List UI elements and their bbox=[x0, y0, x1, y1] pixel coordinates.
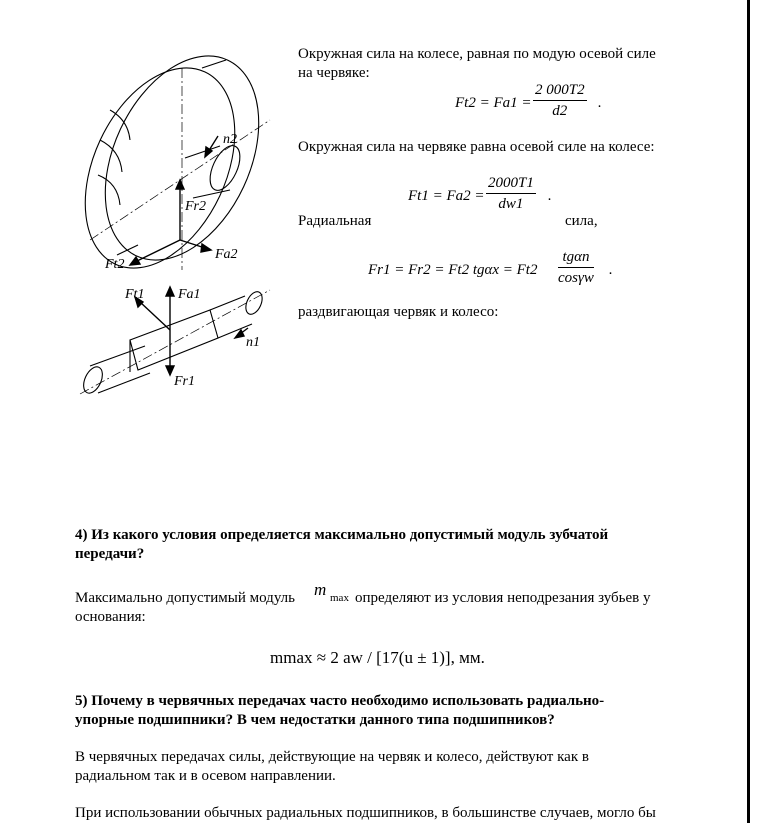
q4-heading-line2: передачи? bbox=[75, 546, 145, 562]
formula1-denominator: d2 bbox=[552, 103, 568, 119]
formula3-lhs: Fr1 = Fr2 = Ft2 tgαx = Ft2 bbox=[368, 262, 538, 278]
formula3-numerator: tgαn bbox=[558, 249, 594, 268]
q4-heading-line1: 4) Из какого условия определяется максимально допустимый модуль зубчатой bbox=[75, 527, 609, 543]
q5-p2-line1: При использовании обычных радиальных подшипников, в большинстве случаев, могло бы bbox=[75, 805, 656, 821]
formula3-denominator: cosγw bbox=[558, 270, 594, 286]
page-right-border bbox=[747, 0, 750, 823]
label-fa2: Fa2 bbox=[215, 247, 238, 262]
q5-heading-line2: упорные подшипники? В чем недостатки данного типа подшипников? bbox=[75, 712, 555, 728]
paragraph-worm-tangential: Окружная сила на червяке равна осевой силе на колесе: bbox=[298, 139, 655, 155]
q4-m-symbol: m bbox=[314, 580, 327, 599]
paragraph-separating: раздвигающая червяк и колесо: bbox=[298, 304, 499, 320]
formula2-fraction bbox=[486, 175, 536, 213]
q4-m-subscript: max bbox=[330, 592, 349, 604]
q4-text-line2: основания: bbox=[75, 609, 146, 625]
label-fr1: Fr1 bbox=[174, 374, 195, 389]
paragraph-wheel-tangential-line2: на червяке: bbox=[298, 65, 370, 81]
q4-text-before: Максимально допустимый модуль bbox=[75, 590, 295, 606]
paragraph-radial-left: Радиальная bbox=[298, 213, 372, 229]
formula2-denominator: dw1 bbox=[498, 196, 524, 212]
formula1-numerator: 2 000T2 bbox=[533, 82, 587, 101]
q5-p1-line2: радиальном так и в осевом направлении. bbox=[75, 768, 336, 784]
formula2-numerator: 2000T1 bbox=[486, 175, 536, 194]
label-ft2: Ft2 bbox=[105, 257, 125, 272]
label-fr2: Fr2 bbox=[185, 199, 206, 214]
label-n2: n2 bbox=[223, 132, 237, 147]
q5-p1-line1: В червячных передачах силы, действующие на червяк и колесо, действуют как в bbox=[75, 749, 589, 765]
label-n1: n1 bbox=[246, 335, 260, 350]
formula3-fraction bbox=[558, 249, 594, 287]
worm-gear-force-diagram bbox=[70, 40, 290, 410]
formula2-lhs: Ft1 = Fa2 = bbox=[408, 188, 485, 204]
paragraph-radial-right: сила, bbox=[565, 213, 598, 229]
q5-heading-line1: 5) Почему в червячных передачах часто необходимо использовать радиально- bbox=[75, 693, 605, 709]
formula1-fraction bbox=[533, 82, 587, 120]
q4-formula: mmax ≈ 2 aw / [17(u ± 1)], мм. bbox=[270, 648, 485, 667]
formula1-period: . bbox=[598, 95, 602, 111]
formula3-period: . bbox=[609, 262, 613, 278]
formula1-lhs: Ft2 = Fa1 = bbox=[455, 95, 532, 111]
label-fa1: Fa1 bbox=[178, 287, 201, 302]
formula2-period: . bbox=[548, 188, 552, 204]
q4-text-after: определяют из условия неподрезания зубьев у bbox=[355, 590, 651, 606]
label-ft1: Ft1 bbox=[125, 287, 145, 302]
paragraph-wheel-tangential-line1: Окружная сила на колесе, равная по модую осевой силе bbox=[298, 46, 656, 62]
